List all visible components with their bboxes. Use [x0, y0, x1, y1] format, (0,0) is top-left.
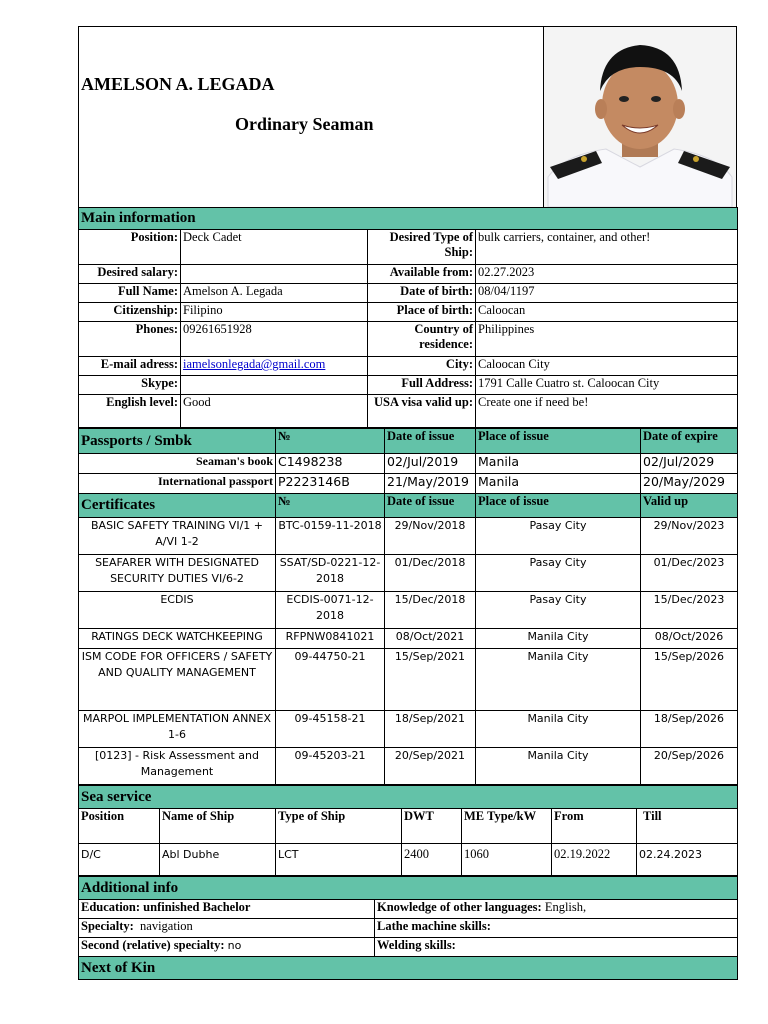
cert-header-place: Place of issue [476, 494, 641, 518]
cert-header-valid: Valid up [641, 494, 738, 518]
intl-passport-label: International passport [79, 474, 276, 494]
cert-valid: 01/Dec/2023 [641, 555, 738, 592]
sea-dwt: 2400 [402, 844, 462, 876]
english-value: Good [181, 395, 368, 428]
dob-label: Date of birth: [368, 284, 476, 303]
cert-issued: 15/Dec/2018 [385, 592, 476, 629]
city-label: City: [368, 357, 476, 376]
next-of-kin-title: Next of Kin [79, 957, 738, 980]
sea-header-ship-type: Type of Ship [276, 809, 402, 844]
city-value: Caloocan City [476, 357, 738, 376]
cert-valid: 08/Oct/2026 [641, 629, 738, 649]
cert-no: 09-44750-21 [276, 649, 385, 711]
salary-value [181, 265, 368, 284]
documents-table [78, 428, 738, 785]
applicant-name: AMELSON A. LEGADA [81, 74, 275, 94]
seamans-book-no: C1498238 [276, 454, 385, 474]
passports-title: Passports / Smbk [79, 429, 276, 454]
additional-info-title: Additional info [79, 877, 738, 900]
visa-label: USA visa valid up: [368, 395, 476, 428]
sea-ship-name: Abl Dubhe [160, 844, 276, 876]
fullname-value: Amelson A. Legada [181, 284, 368, 303]
sea-position: D/C [79, 844, 160, 876]
phones-value: 09261651928 [181, 322, 368, 357]
sea-header-till: Till [637, 809, 738, 844]
cert-valid: 18/Sep/2026 [641, 711, 738, 748]
address-label: Full Address: [368, 376, 476, 395]
applicant-photo [543, 27, 736, 207]
cert-name: MARPOL IMPLEMENTATION ANNEX 1-6 [79, 711, 276, 748]
education-value: unfinished Bachelor [143, 900, 251, 914]
cert-valid: 20/Sep/2026 [641, 748, 738, 785]
cert-issued: 29/Nov/2018 [385, 518, 476, 555]
pob-value: Caloocan [476, 303, 738, 322]
languages-label: Knowledge of other languages: [377, 900, 542, 914]
cert-place: Manila City [476, 649, 641, 711]
sea-from: 02.19.2022 [552, 844, 637, 876]
cert-no: SSAT/SD-0221-12-2018 [276, 555, 385, 592]
cert-header-issued: Date of issue [385, 494, 476, 518]
cert-issued: 15/Sep/2021 [385, 649, 476, 711]
resume-header [78, 26, 737, 207]
seamans-book-issued: 02/Jul/2019 [385, 454, 476, 474]
passports-header-expire: Date of expire [641, 429, 738, 454]
fullname-label: Full Name: [79, 284, 181, 303]
cert-valid: 15/Sep/2026 [641, 649, 738, 711]
cert-no: RFPNW0841021 [276, 629, 385, 649]
desired-ship-label: Desired Type of Ship: [368, 230, 476, 265]
cert-name: RATINGS DECK WATCHKEEPING [79, 629, 276, 649]
sea-ship-type: LCT [276, 844, 402, 876]
position-value: Deck Cadet [181, 230, 368, 265]
passports-header-issued: Date of issue [385, 429, 476, 454]
skype-label: Skype: [79, 376, 181, 395]
cert-no: BTC-0159-11-2018 [276, 518, 385, 555]
cert-issued: 08/Oct/2021 [385, 629, 476, 649]
second-specialty-label: Second (relative) specialty: [81, 938, 225, 952]
additional-info-table [78, 876, 738, 980]
available-label: Available from: [368, 265, 476, 284]
intl-passport-no: P2223146B [276, 474, 385, 494]
cert-name: ISM CODE FOR OFFICERS / SAFETY AND QUALITY MANAGEMENT [79, 649, 276, 711]
second-specialty-cell [79, 938, 375, 957]
cert-header-no: № [276, 494, 385, 518]
passports-header-place: Place of issue [476, 429, 641, 454]
languages-value: English, [544, 900, 587, 914]
email-label: E-mail adress: [79, 357, 181, 376]
sea-till: 02.24.2023 [637, 844, 738, 876]
specialty-label: Specialty: [81, 919, 134, 933]
address-value: 1791 Calle Cuatro st. Caloocan City [476, 376, 738, 395]
cert-place: Manila City [476, 711, 641, 748]
cert-name: SEAFARER WITH DESIGNATED SECURITY DUTIES VI/6-2 [79, 555, 276, 592]
sea-header-dwt: DWT [402, 809, 462, 844]
certificates-title: Certificates [79, 494, 276, 518]
cert-place: Pasay City [476, 592, 641, 629]
cert-issued: 01/Dec/2018 [385, 555, 476, 592]
email-link[interactable]: iamelsonlegada@gmail.com [183, 357, 326, 371]
sea-service-table [78, 785, 738, 876]
cert-valid: 15/Dec/2023 [641, 592, 738, 629]
intl-passport-expire: 20/May/2029 [641, 474, 738, 494]
english-label: English level: [79, 395, 181, 428]
cert-place: Manila City [476, 748, 641, 785]
country-value: Philippines [476, 322, 738, 357]
cert-place: Pasay City [476, 518, 641, 555]
visa-value: Create one if need be! [476, 395, 738, 428]
dob-value: 08/04/1197 [476, 284, 738, 303]
lathe-label: Lathe machine skills: [377, 919, 491, 933]
sea-service-title: Sea service [79, 786, 738, 809]
second-specialty-value: no [227, 939, 242, 952]
resume-sheet [78, 26, 737, 980]
sea-header-me: ME Type/kW [462, 809, 552, 844]
sea-me: 1060 [462, 844, 552, 876]
cert-valid: 29/Nov/2023 [641, 518, 738, 555]
country-label: Country of residence: [368, 322, 476, 357]
email-cell [181, 357, 368, 376]
skype-value [181, 376, 368, 395]
position-label: Position: [79, 230, 181, 265]
seamans-book-label: Seaman's book [79, 454, 276, 474]
citizenship-value: Filipino [181, 303, 368, 322]
cert-name: BASIC SAFETY TRAINING VI/1 + A/VI 1-2 [79, 518, 276, 555]
languages-cell [375, 900, 738, 919]
pob-label: Place of birth: [368, 303, 476, 322]
citizenship-label: Citizenship: [79, 303, 181, 322]
cert-name: [0123] - Risk Assessment and Management [79, 748, 276, 785]
intl-passport-place: Manila [476, 474, 641, 494]
cert-no: 09-45158-21 [276, 711, 385, 748]
phones-label: Phones: [79, 322, 181, 357]
specialty-cell [79, 919, 375, 938]
lathe-cell [375, 919, 738, 938]
desired-ship-value: bulk carriers, container, and other! [476, 230, 738, 265]
seamans-book-place: Manila [476, 454, 641, 474]
main-info-title: Main information [79, 208, 738, 230]
sea-header-position: Position [79, 809, 160, 844]
welding-cell [375, 938, 738, 957]
cert-place: Manila City [476, 629, 641, 649]
education-label: Education: [81, 900, 141, 914]
welding-label: Welding skills: [377, 938, 456, 952]
salary-label: Desired salary: [79, 265, 181, 284]
main-info-table [78, 207, 738, 428]
sea-header-ship-name: Name of Ship [160, 809, 276, 844]
specialty-value: navigation [140, 919, 193, 933]
applicant-rank: Ordinary Seaman [235, 114, 374, 134]
passports-header-no: № [276, 429, 385, 454]
cert-no: ECDIS-0071-12-2018 [276, 592, 385, 629]
cert-issued: 20/Sep/2021 [385, 748, 476, 785]
cert-no: 09-45203-21 [276, 748, 385, 785]
cert-place: Pasay City [476, 555, 641, 592]
sea-header-from: From [552, 809, 637, 844]
cert-name: ECDIS [79, 592, 276, 629]
education-cell [79, 900, 375, 919]
cert-issued: 18/Sep/2021 [385, 711, 476, 748]
intl-passport-issued: 21/May/2019 [385, 474, 476, 494]
available-value: 02.27.2023 [476, 265, 738, 284]
seamans-book-expire: 02/Jul/2029 [641, 454, 738, 474]
